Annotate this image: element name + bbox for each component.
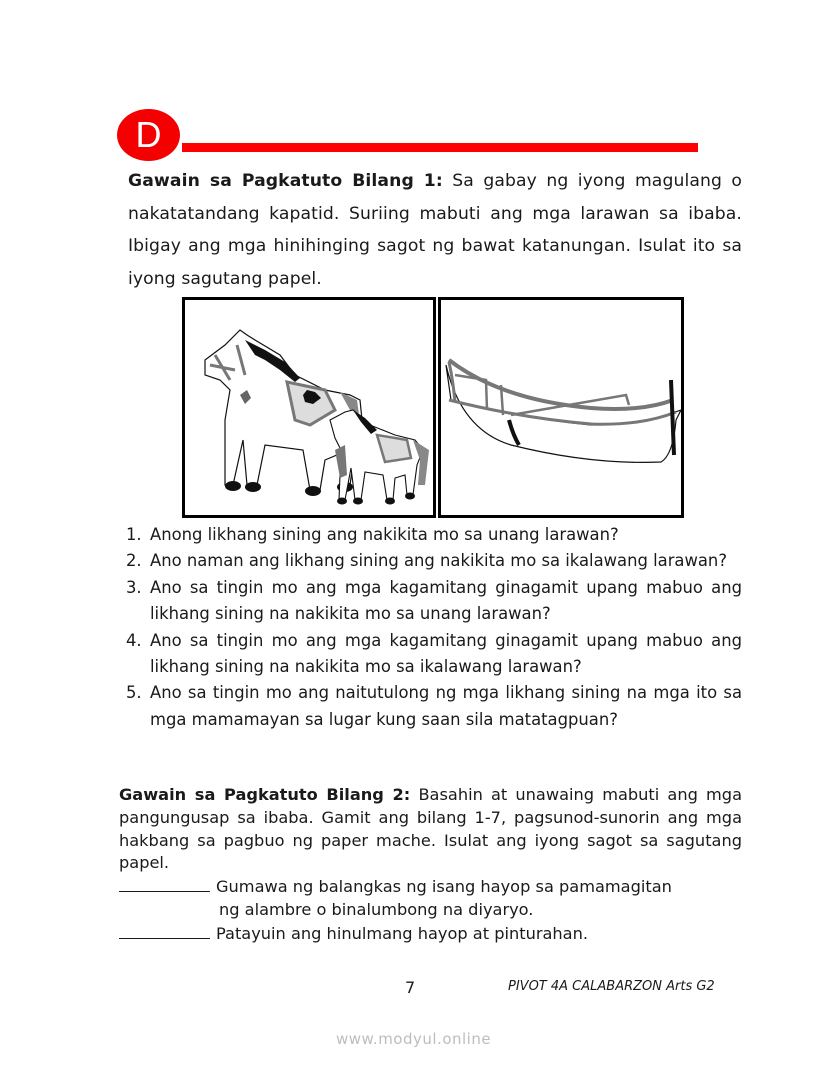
- activity-1-instructions: [128, 165, 742, 295]
- question-text: Ano sa tingin mo ang mga kagamitang ginagamit upang mabuo ang likhang sining na nakikita mo sa unang larawan?: [150, 577, 742, 624]
- activity-2-title: Gawain sa Pagkatuto Bilang 2:: [119, 785, 411, 804]
- boat-image: [438, 297, 684, 518]
- step-item: [119, 922, 742, 946]
- question-text: Ano sa tingin mo ang mga kagamitang ginagamit upang mabuo ang likhang sining na nakikita mo sa ikalawang larawan?: [150, 630, 742, 677]
- step-text-line1: Gumawa ng balangkas ng isang hayop sa pamamagitan: [216, 877, 672, 897]
- module-footer: PIVOT 4A CALABARZON Arts G2: [508, 979, 715, 994]
- question-number: 3.: [126, 577, 142, 597]
- step-text-line2: ng alambre o binalumbong na diyaryo.: [219, 899, 534, 919]
- question-text: Anong likhang sining ang nakikita mo sa unang larawan?: [150, 525, 619, 544]
- page-number: 7: [405, 978, 416, 997]
- step-text-line1: Patayuin ang hinulmang hayop at pinturahan.: [216, 923, 588, 943]
- question-number: 1.: [126, 525, 142, 544]
- section-divider-bar: [182, 143, 698, 152]
- activity-2-instructions: [119, 784, 742, 875]
- question-item: [126, 548, 742, 574]
- activity-1-questions: [126, 522, 742, 733]
- question-item: [126, 680, 742, 733]
- activity-2-body: Basahin at unawaing mabuti ang mga pangungusap sa ibaba. Gamit ang bilang 1-7, pagsunod-sunorin ang mga hakbang sa pagbuo ng paper mache. Isulat ang iyong sagot sa sagutang papel.: [119, 785, 743, 873]
- question-item: [126, 628, 742, 681]
- question-number: 5.: [126, 683, 142, 703]
- question-item: [126, 575, 742, 628]
- boat-illustration: [441, 300, 681, 515]
- question-number: 2.: [126, 551, 142, 571]
- activity-1-title: Gawain sa Pagkatuto Bilang 1:: [128, 171, 443, 191]
- horse-papier-mache-image: [182, 297, 436, 518]
- answer-blank[interactable]: [119, 875, 210, 892]
- section-badge: D: [117, 109, 180, 161]
- horse-illustration: [185, 300, 433, 515]
- step-item: [119, 875, 742, 922]
- activity-2-section: [119, 784, 742, 946]
- question-text: Ano sa tingin mo ang naitutulong ng mga likhang sining na mga ito sa mga mamamayan sa lugar kung saan sila matatagpuan?: [150, 683, 742, 729]
- answer-blank[interactable]: [119, 922, 210, 939]
- watermark: www.modyul.online: [336, 1030, 492, 1048]
- question-item: [126, 522, 742, 548]
- question-number: 4.: [126, 630, 142, 650]
- question-text: Ano naman ang likhang sining ang nakikita mo sa ikalawang larawan?: [150, 551, 728, 571]
- activity-1-body: Sa gabay ng iyong magulang o nakatatandang kapatid. Suriing mabuti ang mga larawan sa ibaba. Ibigay ang mga hinihinging sagot ng bawat katanungan. Isulat ito sa iyong sagutang papel.: [128, 171, 742, 289]
